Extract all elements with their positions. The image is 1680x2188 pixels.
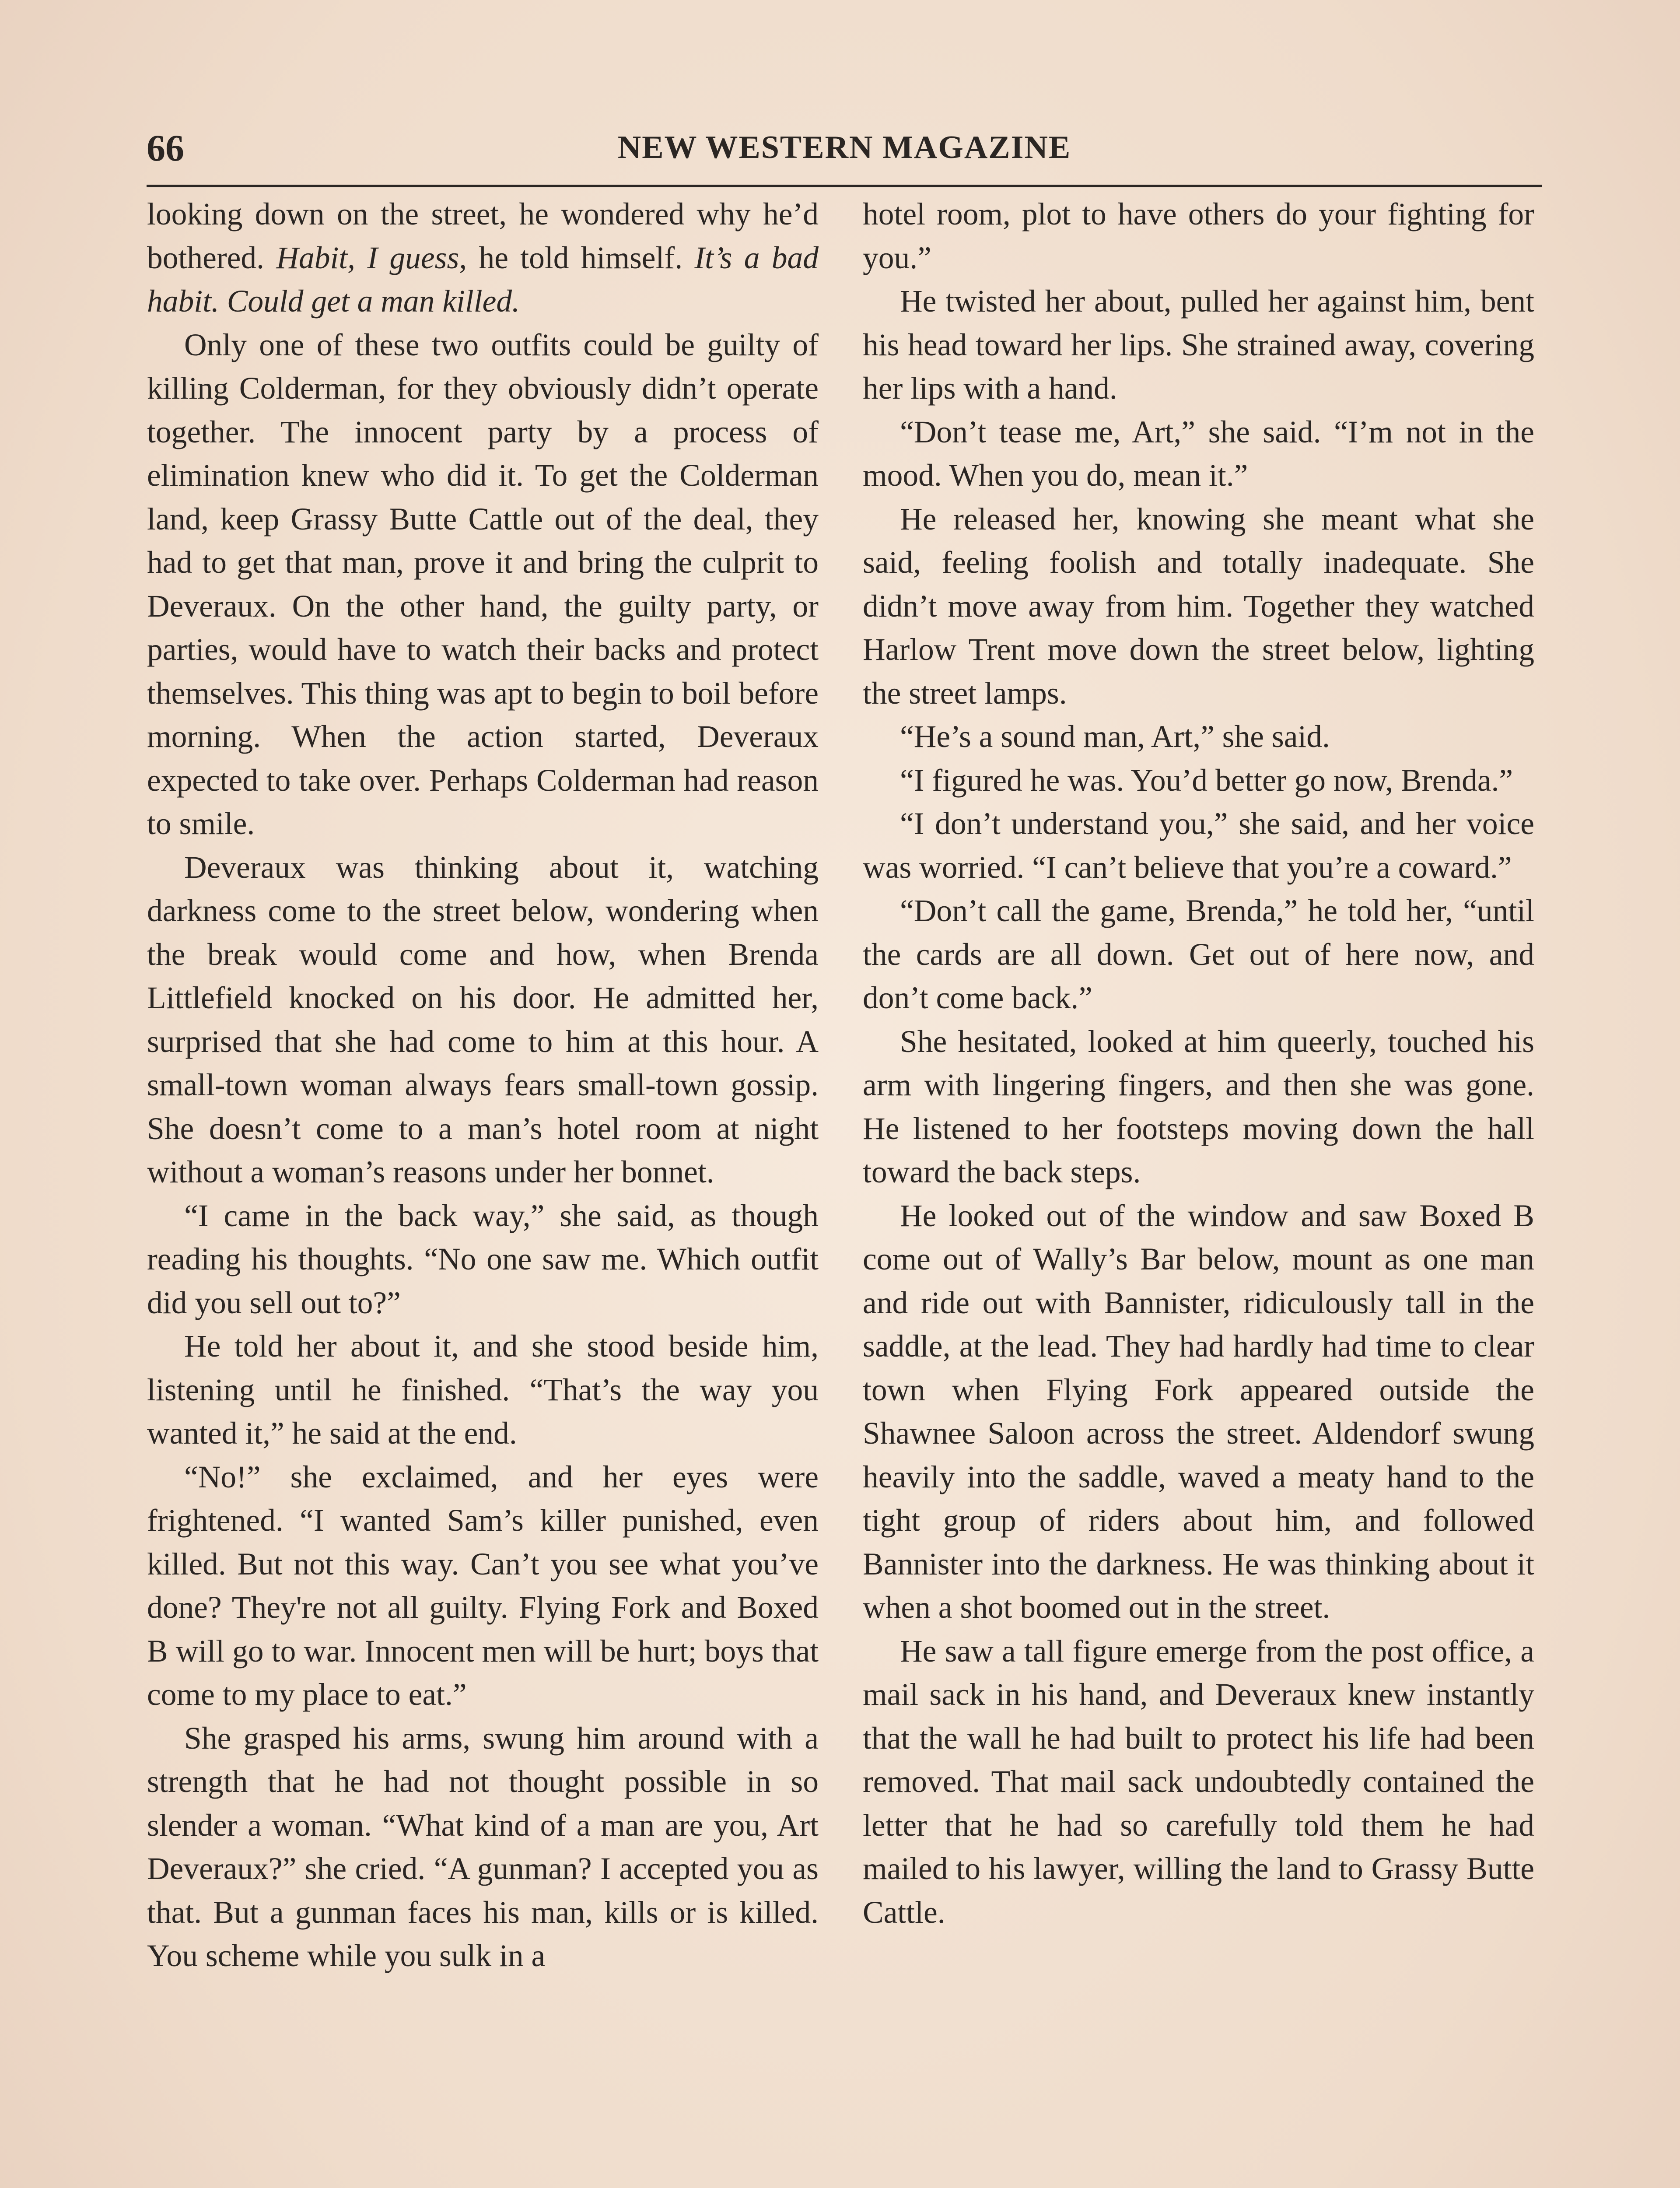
paragraph: “Don’t tease me, Art,” she said. “I’m not in the mood. When you do, mean it.” bbox=[863, 414, 1534, 493]
paragraph bbox=[147, 193, 819, 323]
paragraph: “I figured he was. You’d better go now, Brenda.” bbox=[900, 763, 1513, 798]
header-rule bbox=[147, 185, 1542, 187]
paragraph: He twisted her about, pulled her against him, bent his head toward her lips. She strained away, covering her lips with a hand. bbox=[863, 284, 1534, 406]
text-run: looking down on the street, he wondered why he’d bothered. bbox=[147, 197, 819, 275]
paragraph: “He’s a sound man, Art,” she said. bbox=[900, 719, 1330, 754]
paragraph: She hesitated, looked at him queerly, touched his arm with lingering fingers, and then she was gone. He listened to her footsteps moving down the hall toward the back steps. bbox=[863, 1024, 1534, 1189]
paragraph: “I came in the back way,” she said, as though reading his thoughts. “No one saw me. Which outfit did you sell out to?” bbox=[147, 1198, 819, 1320]
paragraph: He released her, knowing she meant what she said, feeling foolish and totally inadequate. She didn’t move away from him. Together they watched Harlow Trent move down the street below, lighting the street lamps. bbox=[863, 501, 1534, 711]
paragraph: “I don’t understand you,” she said, and her voice was worried. “I can’t believe that you’re a coward.” bbox=[863, 806, 1534, 885]
paragraph: He looked out of the window and saw Boxed B come out of Wally’s Bar below, mount as one man and ride out with Bannister, ridiculously tall in the saddle, at the lead. They had hardly had time to clear town when Flying Fork appeared outside the Shawnee Saloon across the street. Aldendorf swung heavily into the saddle, waved a meaty hand to the tight group of riders about him, and followed Bannister into the darkness. He was thinking about it when a shot boomed out in the street. bbox=[863, 1198, 1534, 1625]
paragraph: “No!” she exclaimed, and her eyes were frightened. “I wanted Sam’s killer punished, even killed. But not this way. Can’t you see what you’ve done? They're not all guilty. Flying Fork and Boxed B will go to war. Innocent men will be hurt; boys that come to my place to eat.” bbox=[147, 1459, 819, 1712]
paragraph: He told her about it, and she stood beside him, listening until he finished. “That’s the way you wanted it,” he said at the end. bbox=[147, 1329, 819, 1451]
magazine-title: NEW WESTERN MAGAZINE bbox=[617, 130, 1071, 165]
page-number: 66 bbox=[147, 127, 184, 169]
left-column bbox=[147, 193, 819, 2188]
paragraph: He saw a tall figure emerge from the post office, a mail sack in his hand, and Deveraux knew instantly that the wall he had built to protect his life had been removed. That mail sack undoubtedly contained the letter that he had so carefully told them he had mailed to his lawyer, willing the land to Grassy Butte Cattle. bbox=[863, 1634, 1534, 1930]
paragraph: Deveraux was thinking about it, watching darkness come to the street below, wondering when the break would come and how, when Brenda Littlefield knocked on his door. He admitted her, surprised that she had come to him at this hour. A small-town woman always fears small-town gossip. She doesn’t come to a man’s hotel room at night without a woman’s reasons under her bonnet. bbox=[147, 850, 819, 1189]
italic-thought: Habit, I guess, bbox=[276, 240, 467, 275]
text-run: he told himself. bbox=[467, 240, 695, 275]
paragraph: “Don’t call the game, Brenda,” he told her, “until the cards are all down. Get out of here now, and don’t come back.” bbox=[863, 894, 1534, 1015]
paragraph: Only one of these two outfits could be guilty of killing Colderman, for they obviously didn’t operate together. The innocent party by a process of elimination knew who did it. To get the Colderman land, keep Grassy Butte Cattle out of the deal, they had to get that man, prove it and bring the culprit to Deveraux. On the other hand, the guilty party, or parties, would have to watch their backs and protect themselves. This thing was apt to begin to boil before morning. When the action started, Deveraux expected to take over. Perhaps Colderman had reason to smile. bbox=[147, 327, 819, 841]
right-column bbox=[863, 193, 1534, 2188]
paragraph: She grasped his arms, swung him around with a strength that he had not thought possible in so slender a woman. “What kind of a man are you, Art Deveraux?” she cried. “A gunman? I accepted you as that. But a gunman faces his man, kills or is killed. You scheme while you sulk in a bbox=[147, 1721, 819, 1973]
paragraph: hotel room, plot to have others do your fighting for you.” bbox=[863, 197, 1534, 275]
italic-thought: It’s a bad habit. Could get a man killed. bbox=[147, 240, 819, 319]
